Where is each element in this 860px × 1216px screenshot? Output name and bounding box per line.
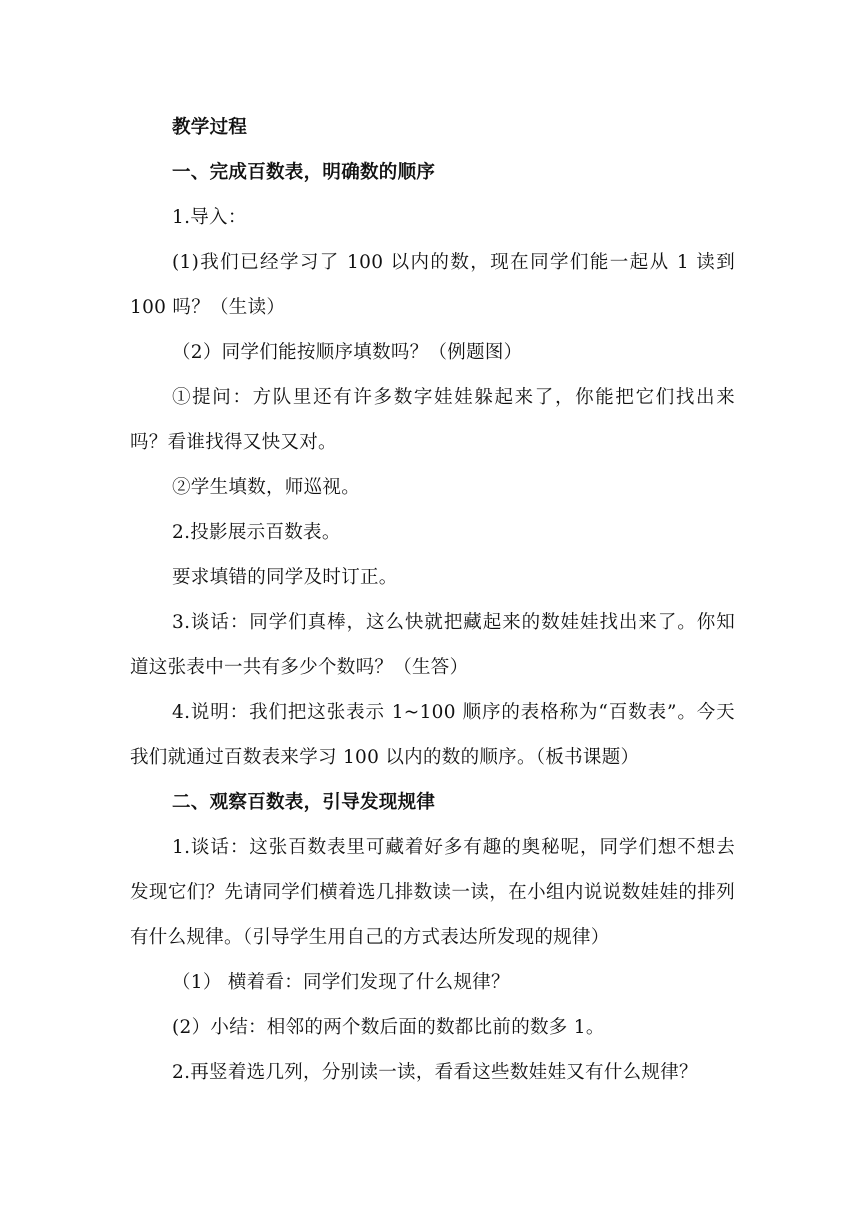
paragraph: 1.导入：	[172, 207, 247, 228]
paragraph: （2）同学们能按顺序填数吗？（例题图）	[172, 342, 523, 363]
paragraph: 3.谈话：同学们真棒，这么快就把藏起来的数娃娃找出来了。你知道这张表中一共有多少个数吗？（生答）	[130, 612, 735, 678]
section-heading-1: 一、完成百数表，明确数的顺序	[172, 162, 436, 183]
paragraph: ①提问：方队里还有许多数字娃娃躲起来了，你能把它们找出来吗？看谁找得又快又对。	[130, 387, 735, 453]
section-heading-2: 二、观察百数表，引导发现规律	[172, 792, 436, 813]
paragraph: ②学生填数，师巡视。	[172, 477, 361, 498]
paragraph: 2.再竖着选几列，分别读一读，看看这些数娃娃又有什么规律？	[172, 1062, 698, 1083]
document-body	[130, 105, 735, 1095]
paragraph: 要求填错的同学及时订正。	[172, 567, 398, 588]
paragraph: 4.说明：我们把这张表示 1~100 顺序的表格称为“百数表”。今天我们就通过百数表来学习 100 以内的数的顺序。（板书课题）	[130, 702, 735, 768]
paragraph: 1.谈话：这张百数表里可藏着好多有趣的奥秘呢，同学们想不想去发现它们？先请同学们横着选几排数读一读，在小组内说说数娃娃的排列有什么规律。（引导学生用自己的方式表达所发现的规律）	[130, 837, 735, 948]
paragraph: （1） 横着看：同学们发现了什么规律？	[172, 972, 510, 993]
lesson-heading: 教学过程	[172, 117, 248, 138]
paragraph: (2）小结：相邻的两个数后面的数都比前的数多 1。	[172, 1017, 605, 1038]
paragraph: 2.投影展示百数表。	[172, 522, 341, 543]
paragraph: (1)我们已经学习了 100 以内的数，现在同学们能一起从 1 读到 100 吗？（生读）	[130, 252, 735, 318]
